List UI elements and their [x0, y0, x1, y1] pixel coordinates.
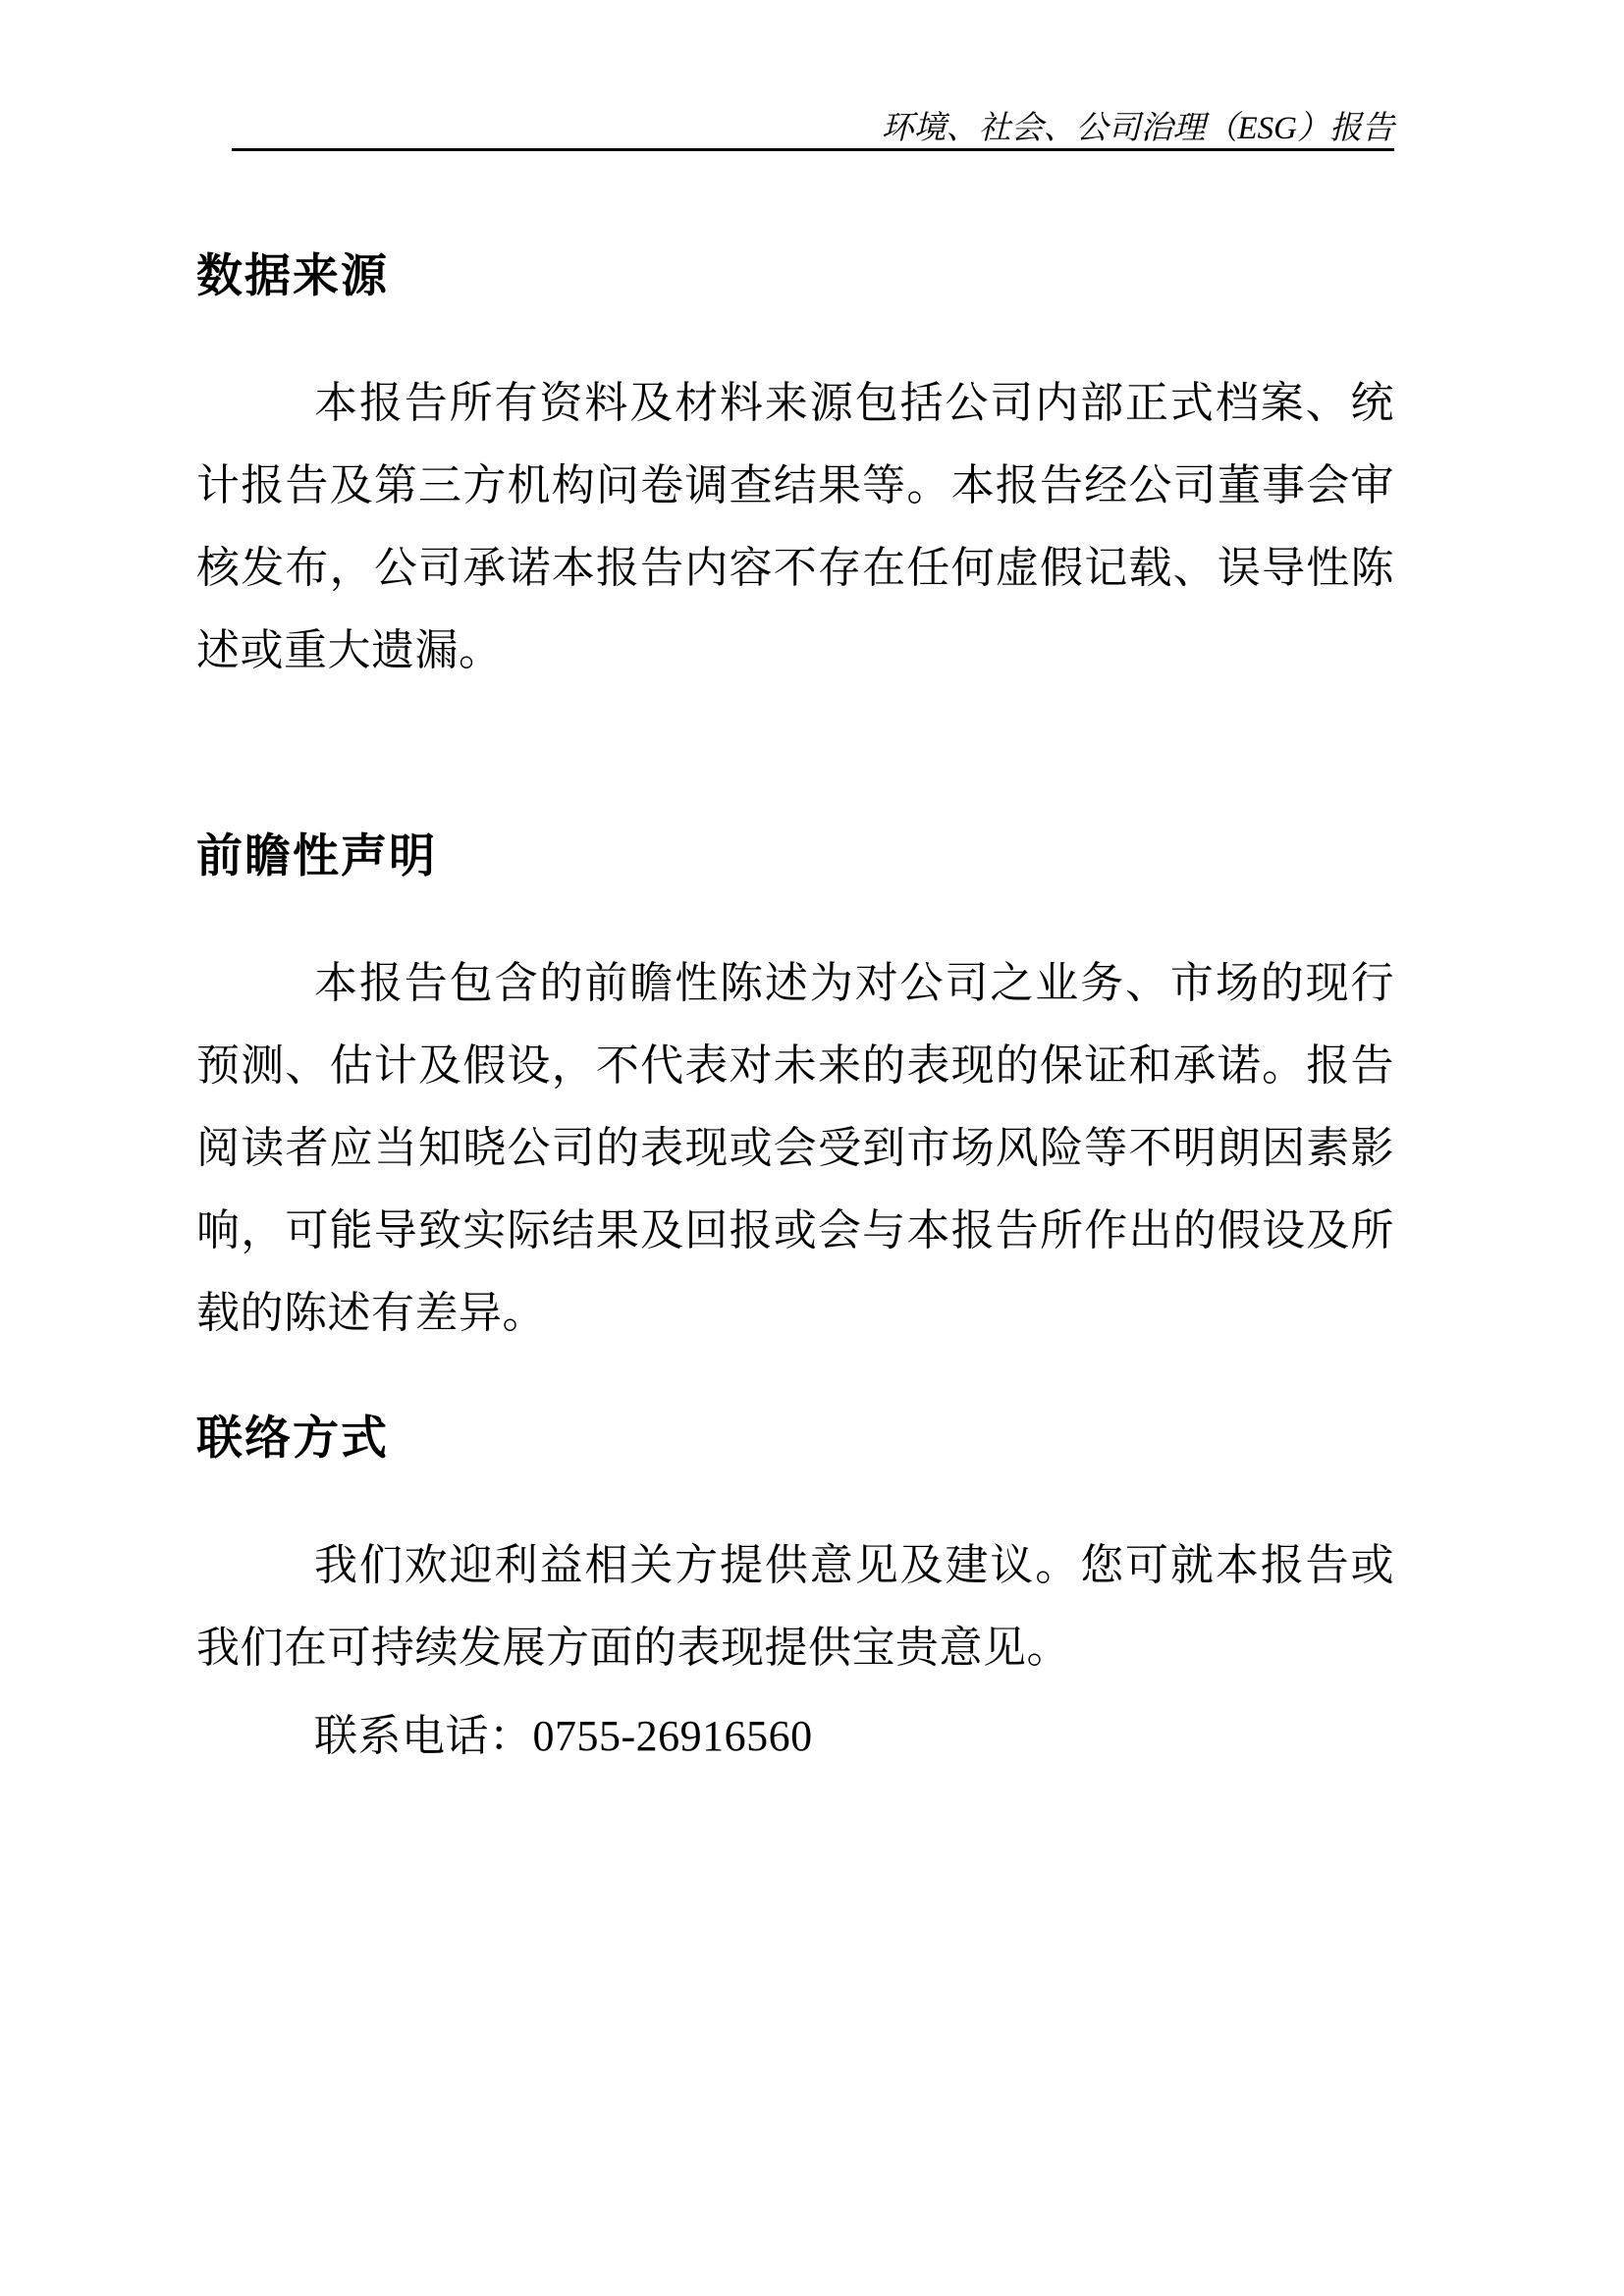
contact-phone-line: 联系电话：0755-26916560 [314, 1712, 813, 1760]
section-heading-contact: 联络方式 [196, 1412, 389, 1464]
paragraph-data-source: 本报告所有资料及材料来源包括公司内部正式档案、统计报告及第三方机构问卷调查结果等。本报告经公司董事会审核发布，公司承诺本报告内容不存在任何虚假记载、误导性陈述或重大遗漏。 [196, 379, 1394, 674]
paragraph-contact: 我们欢迎利益相关方提供意见及建议。您可就本报告或我们在可持续发展方面的表现提供宝贵意见。 [196, 1541, 1394, 1672]
paragraph-forward-looking: 本报告包含的前瞻性陈述为对公司之业务、市场的现行预测、估计及假设，不代表对未来的表现的保证和承诺。报告阅读者应当知晓公司的表现或会受到市场风险等不明朗因素影响，可能导致实际结果及回报或会与本报告所作出的假设及所载的陈述有差异。 [196, 959, 1394, 1337]
document-body [196, 248, 1394, 1778]
header-rule [232, 148, 1394, 151]
page-header [196, 109, 1394, 151]
section-heading-data-source: 数据来源 [196, 249, 389, 301]
section-heading-forward-looking: 前瞻性声明 [196, 829, 437, 881]
section-forward-looking-statement [196, 828, 1394, 1355]
section-contact-method [196, 1411, 1394, 1778]
section-data-source [196, 248, 1394, 692]
page-header-title: 环境、社会、公司治理（ESG）报告 [881, 111, 1394, 146]
